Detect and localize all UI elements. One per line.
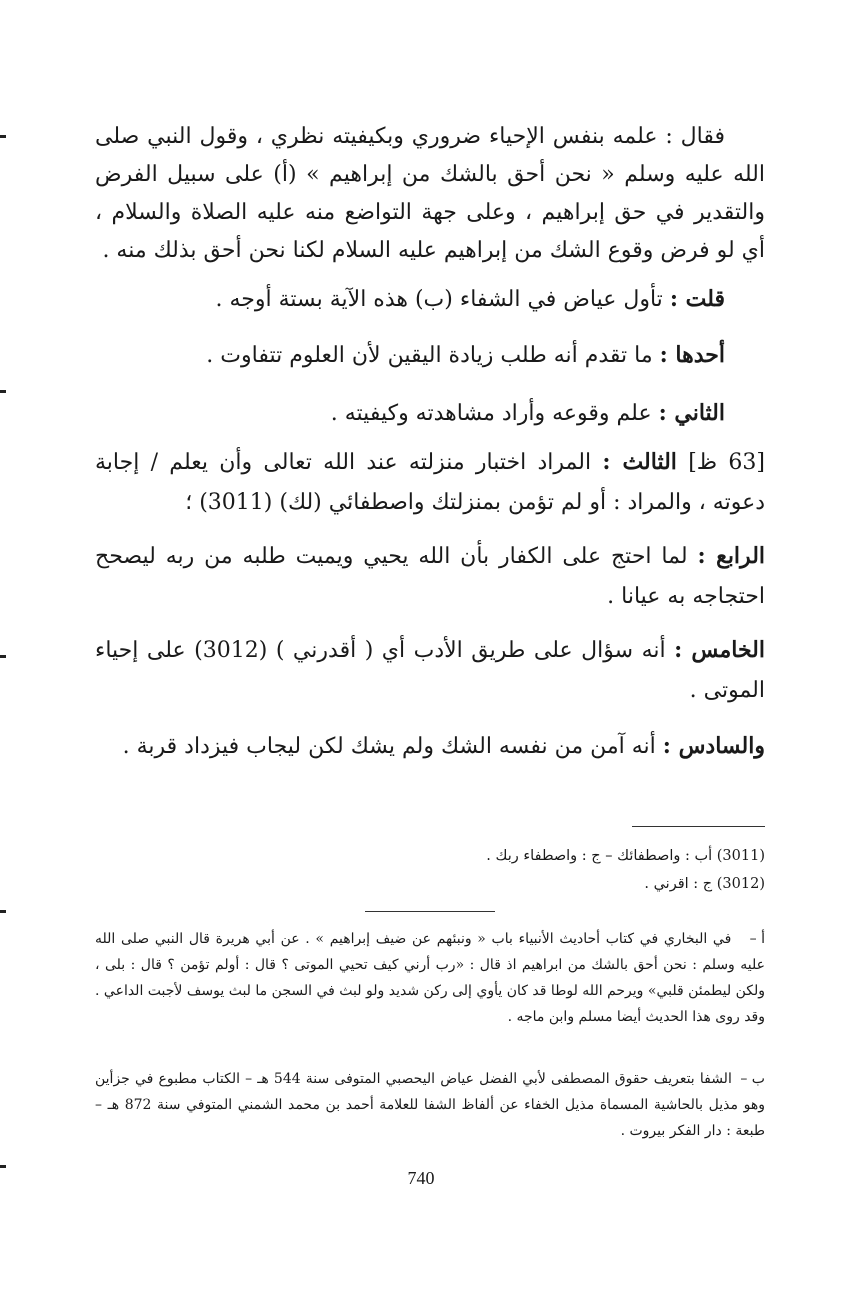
sixth-text: أنه آمن من نفسه الشك ولم يشك لكن ليجاب فيزداد قربة . (122, 734, 656, 759)
third-text: المراد اختبار منزلته عند الله تعالى وأن يعلم / إجابة دعوته ، والمراد : أو لم تؤمن بمنزلتك واصطفائي (لك) (3011) ؛ (95, 450, 765, 515)
variant-text: أب : واصطفائك – ج : واصطفاء ربك . (486, 848, 713, 864)
point-fifth (95, 630, 765, 711)
point-third (95, 442, 765, 523)
qult-text: تأول عياض في الشفاء (ب) هذه الآية بستة أوجه . (215, 287, 663, 312)
variant-key: (3011) (716, 848, 765, 864)
footnotes-separator (365, 911, 495, 912)
second-text: علم وقوعه وأراد مشاهدته وكيفيته . (330, 401, 652, 426)
qult-label: قلت : (669, 286, 725, 312)
variant-note (95, 871, 765, 898)
fifth-text: أنه سؤال على طريق الأدب أي ( أقدرني ) (3012) على إحياء الموتى . (95, 638, 765, 703)
footnote (95, 926, 765, 1030)
first-label: أحدها : (659, 342, 725, 368)
margin-mark (0, 135, 6, 138)
first-text: ما تقدم أنه طلب زيادة اليقين لأن العلوم تتفاوت . (206, 343, 653, 368)
fourth-label: الرابع : (697, 543, 766, 569)
point-second (95, 394, 765, 433)
third-label: الثالث : (602, 449, 677, 475)
third-folio-ref: [63 ظ] (688, 450, 765, 475)
intro-paragraph: فقال : علمه بنفس الإحياء ضروري وبكيفيته نظري ، وقول النبي صلى الله عليه وسلم « نحن أحق بالشك من إبراهيم » (أ) على سبيل الفرض والتقدير في حق إبراهيم ، وعلى جهة التواضع منه عليه الصلاة والسلام ، أي لو فرض وقوع الشك من إبراهيم عليه السلام لكنا نحن أحق بذلك منه . (95, 124, 765, 263)
point-first (95, 336, 765, 375)
variant-key: (3012) (716, 876, 765, 892)
margin-mark (0, 910, 6, 913)
footnote (95, 1066, 765, 1144)
variant-note (95, 843, 765, 870)
footnote-text: في البخاري في كتاب أحاديث الأنبياء باب « ونبئهم عن ضيف إبراهيم » . عن أبي هريرة قال النبي صلى الله عليه وسلم : نحن أحق بالشك من ابراهيم اذ قال : «رب أرني كيف تحيي الموتى ؟ قال : أولم تؤمن ؟ قال : بلى ، ولكن ليطمئن قلبي» ويرحم الله لوطا قد كان يأوي إلى ركن شديد ولو لبث في السجن ما لبث يوسف لأجبت الداعي . وقد روى هذا الحديث أيضا مسلم وابن ماجه . (95, 931, 765, 1025)
second-label: الثاني : (658, 400, 725, 426)
margin-mark (0, 655, 6, 658)
point-qult (95, 280, 765, 319)
sixth-label: والسادس : (662, 733, 765, 759)
page-number: 740 (407, 1168, 435, 1188)
fifth-label: الخامس : (674, 637, 765, 663)
footnote-key: أ – (749, 931, 765, 947)
fourth-text: لما احتج على الكفار بأن الله يحيي ويميت طلبه من ربه ليصحح احتجاجه به عيانا . (95, 544, 765, 609)
variants-separator (632, 826, 765, 827)
margin-mark (0, 390, 6, 393)
footnote-text: الشفا بتعريف حقوق المصطفى لأبي الفضل عياض اليحصبي المتوفى سنة 544 هـ – الكتاب مطبوع في جزأين وهو مذيل بالحاشية المسماة مذيل الخفاء عن ألفاظ الشفا للعلامة أحمد بن محمد الشمني المتوفي سنة 872 هـ – طبعة : دار الفكر بيروت . (95, 1071, 765, 1139)
point-fourth (95, 536, 765, 617)
variant-text: ج : اقرني . (644, 876, 713, 892)
point-sixth (95, 724, 765, 769)
footnote-key: ب – (740, 1071, 765, 1087)
